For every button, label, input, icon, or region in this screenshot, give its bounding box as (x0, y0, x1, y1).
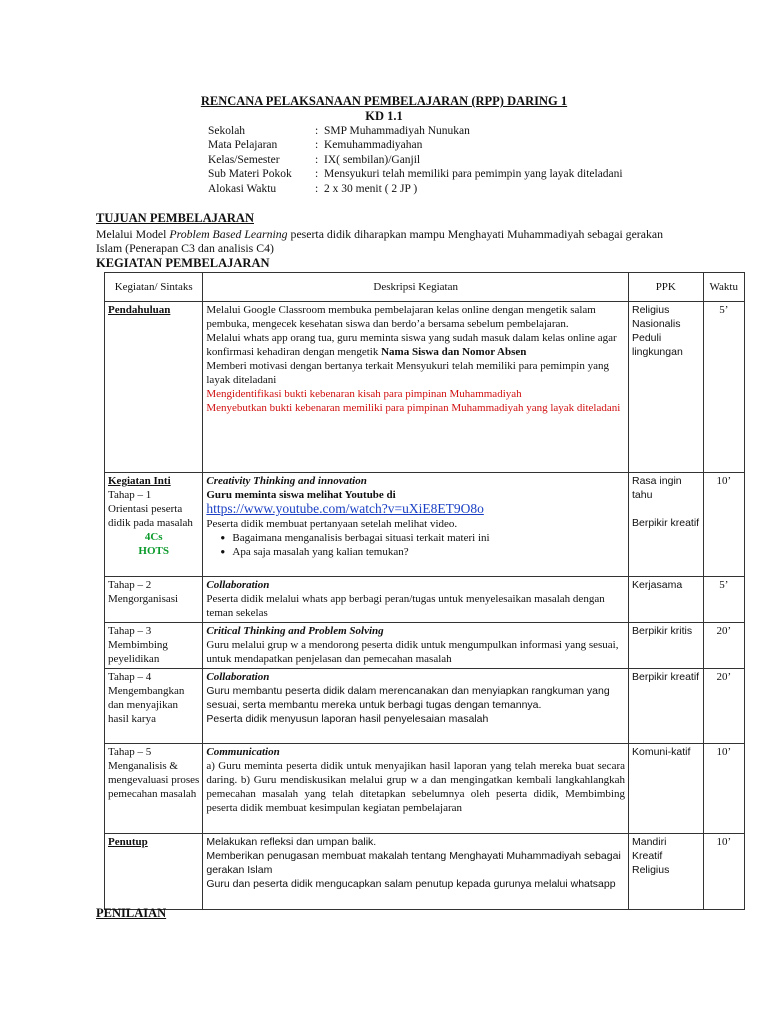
info-label: Kelas/Semester (208, 153, 280, 166)
desc-text-red: Menyebutkan bukti kebenaran memiliki para pimpinan Muhammadiyah yang layak diteladani (206, 402, 621, 414)
tahap-label: Tahap – 1 (108, 489, 152, 501)
desc-text: Guru dan peserta didik mengucapkan salam penutup kepada gurunya melalui whatsapp (206, 878, 616, 890)
kegiatan-table (104, 272, 745, 910)
desc-text: Guru melalui grup w a mendorong peserta didik untuk mengumpulkan informasi yang sesuai, untuk mendapatkan penjelasan dan pemecahan masalah (206, 639, 619, 665)
ppk-item: Kerjasama (629, 577, 704, 623)
desc-text-red: Mengidentifikasi bukti kebenaran kisah para pimpinan Muhammadiyah (206, 388, 522, 400)
step-heading: Collaboration (206, 579, 270, 591)
ppk-item: Berpikir kritis (629, 623, 704, 669)
row-tahap-3 (105, 623, 745, 669)
info-value: Mensyukuri telah memiliki para pemimpin yang layak diteladani (324, 168, 623, 181)
youtube-link[interactable]: https://www.youtube.com/watch?v=uXiE8ET9O8o (206, 501, 484, 516)
tag-hots: HOTS (138, 545, 169, 557)
info-block (208, 124, 623, 196)
kegiatan-heading: KEGIATAN PEMBELAJARAN (96, 256, 270, 270)
step-heading: Communication (206, 746, 280, 758)
ppk-item: Berpikir kreatif (629, 669, 704, 744)
bullet-item: ● Apa saja masalah yang kalian temukan? (206, 545, 625, 559)
header-deskripsi: Deskripsi Kegiatan (203, 273, 629, 302)
tahap-label: Tahap – 5 (108, 746, 152, 758)
desc-text: Guru meminta siswa melihat Youtube di (206, 489, 396, 501)
info-label: Alokasi Waktu (208, 182, 277, 195)
row-tahap-5 (105, 744, 745, 834)
row-pendahuluan (105, 302, 745, 473)
desc-text: Memberi motivasi dengan bertanya terkait Mensyukuri telah memiliki para pemimpin yang layak diteladani (206, 360, 609, 386)
waktu-cell: 10’ (703, 744, 744, 834)
info-label: Sub Materi Pokok (208, 168, 292, 181)
ppk-item: Berpikir kreatif (632, 517, 700, 529)
desc-text: Peserta didik melalui whats app berbagi peran/tugas untuk menyelesaikan masalah dengan teman sekelas (206, 593, 605, 619)
row-tahap-4 (105, 669, 745, 744)
info-value: 2 x 30 menit ( 2 JP ) (324, 182, 418, 195)
info-row-kelas: Kelas/Semester : IX( sembilan)/Ganjil (208, 153, 421, 166)
row-kegiatan-inti (105, 473, 745, 577)
info-row-submateri: Sub Materi Pokok : Mensyukuri telah memiliki para pemimpin yang layak diteladani (208, 168, 623, 181)
info-row-mapel: Mata Pelajaran : Kemuhammadiyahan (208, 139, 423, 152)
sintaks-pendahuluan: Pendahuluan (108, 304, 171, 316)
ppk-item: Nasionalis (632, 318, 681, 330)
header-ppk: PPK (629, 273, 704, 302)
desc-text: Melalui whats app orang tua, guru meminta siswa yang sudah masuk dalam kelas online agar konfirmasi kehadiran dengan mengetik Nama Siswa dan Nomor Absen (206, 332, 617, 358)
ppk-item: Peduli lingkungan (632, 332, 683, 358)
tahap-label: Tahap – 2 (108, 579, 152, 591)
info-label: Mata Pelajaran (208, 139, 278, 152)
info-row-sekolah: Sekolah : SMP Muhammadiyah Nunukan (208, 125, 470, 137)
tujuan-text: Melalui Model Problem Based Learning peserta didik diharapkan mampu Menghayati Muhammadiyah sebagai gerakan Islam (Penerapan C3 dan analisis C4) (96, 227, 664, 255)
ppk-item: Kreatif (632, 850, 663, 862)
tahap-desc: Mengembangkan dan menyajikan hasil karya (108, 685, 185, 725)
sintaks-inti: Kegiatan Inti (108, 475, 171, 487)
tag-4cs: 4Cs (144, 531, 163, 543)
desc-text: Peserta didik membuat pertanyaan setelah melihat video. (206, 518, 458, 530)
sintaks-penutup: Penutup (108, 836, 148, 848)
bullet-item: ● Bagaimana menganalisis berbagai situasi terkait materi ini (206, 531, 625, 545)
row-penutup (105, 834, 745, 910)
header-waktu: Waktu (703, 273, 744, 302)
penilaian-heading: PENILAIAN (96, 906, 167, 920)
info-row-alokasi: Alokasi Waktu : 2 x 30 menit ( 2 JP ) (208, 182, 418, 195)
desc-text: Melakukan refleksi dan umpan balik. (206, 836, 377, 848)
document-title (0, 94, 768, 124)
step-heading: Collaboration (206, 671, 270, 683)
waktu-cell: 10’ (703, 473, 744, 577)
title-line-2: KD 1.1 (365, 109, 403, 123)
waktu-cell: 20’ (703, 623, 744, 669)
waktu-cell: 5’ (703, 577, 744, 623)
ppk-item: Rasa ingin tahu (632, 475, 682, 501)
row-tahap-2 (105, 577, 745, 623)
desc-text: Melalui Google Classroom membuka pembelajaran kelas online dengan mengetik salam pembuka, mengecek kesehatan siswa dan berdo’a bersama sebelum pembelajaran. (206, 304, 596, 330)
tahap-desc: Mengorganisasi (108, 593, 179, 605)
tahap-label: Tahap – 4 (108, 671, 152, 683)
header-sintaks: Kegiatan/ Sintaks (105, 273, 203, 302)
ppk-item: Religius (632, 864, 670, 876)
info-label: Sekolah (208, 125, 246, 137)
ppk-item: Mandiri (632, 836, 667, 848)
waktu-cell: 20’ (703, 669, 744, 744)
info-value: SMP Muhammadiyah Nunukan (324, 125, 470, 137)
info-value: Kemuhammadiyahan (324, 139, 423, 152)
tahap-label: Tahap – 3 (108, 625, 152, 637)
tujuan-heading: TUJUAN PEMBELAJARAN (96, 211, 254, 225)
desc-text: Peserta didik menyusun laporan hasil penyelesaian masalah (206, 713, 489, 725)
waktu-cell: 5’ (703, 302, 744, 473)
waktu-cell: 10’ (703, 834, 744, 910)
ppk-item: Komuni-katif (629, 744, 704, 834)
tahap-desc: Orientasi peserta didik pada masalah (108, 503, 193, 529)
tahap-desc: Menganalisis & mengevaluasi proses pemecahan masalah (108, 760, 200, 800)
info-value: IX( sembilan)/Ganjil (324, 153, 421, 166)
desc-text: Guru membantu peserta didik dalam merencanakan dan menyiapkan rangkuman yang sesuai, serta membantu mereka untuk berbagi tugas dengan temannya. (206, 685, 610, 711)
step-heading: Critical Thinking and Problem Solving (206, 625, 384, 637)
title-line-1: RENCANA PELAKSANAAN PEMBELAJARAN (RPP) DARING 1 (200, 94, 568, 108)
desc-text: a) Guru meminta peserta didik untuk menyajikan hasil laporan yang telah mereka buat secara daring. b) Guru mendiskusikan melalui grup w a dan mengingatkan kembali langkahlangkah pemecahan masalah yang telah ditetapkan sebelumnya oleh peserta didik, Membimbing peserta didik membuat kesimpulan kegiatan pembelajaran (206, 760, 625, 814)
step-heading: Creativity Thinking and innovation (206, 475, 367, 487)
table-header-row (105, 273, 745, 302)
ppk-item: Religius (632, 304, 670, 316)
desc-text: Memberikan penugasan membuat makalah tentang Menghayati Muhammadiyah sebagai gerakan Islam (206, 850, 621, 876)
tahap-desc: Membimbing peyelidikan (108, 639, 168, 665)
